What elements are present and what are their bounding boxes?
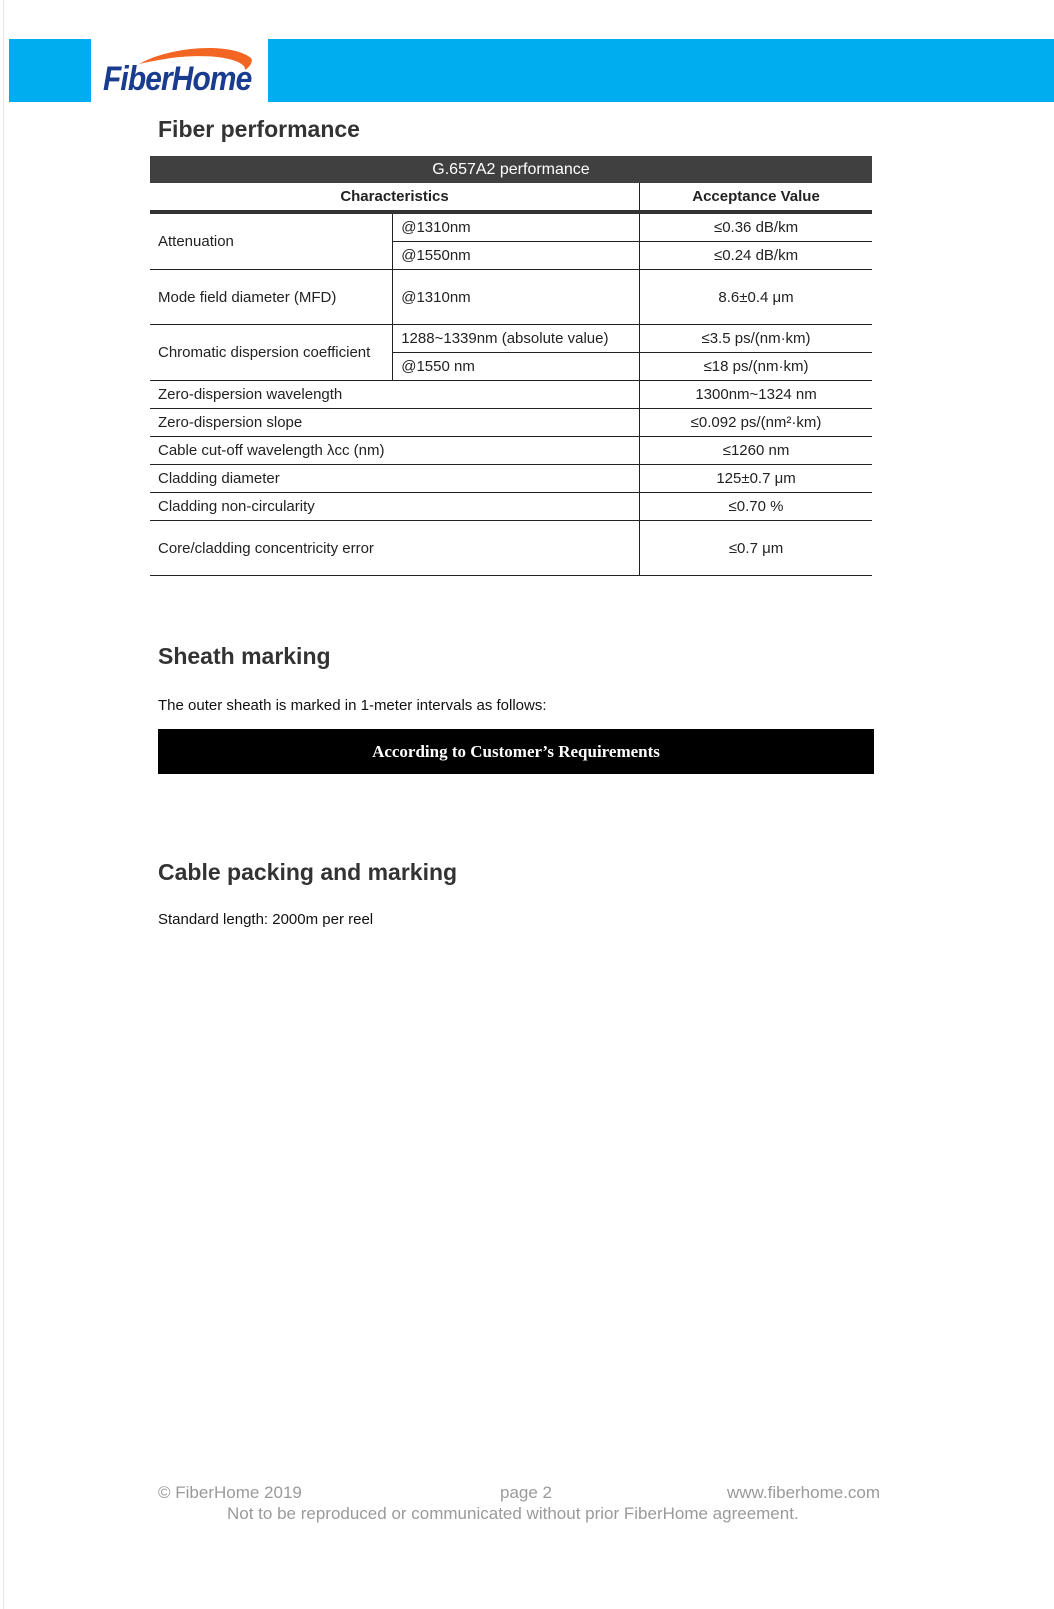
- footer-copyright: © FiberHome 2019: [158, 1483, 302, 1502]
- chromatic-sub-1550: @1550 nm: [393, 353, 640, 381]
- sheath-marking-text: According to Customer’s Requirements: [372, 741, 660, 761]
- table-title: G.657A2 performance: [150, 156, 872, 183]
- cladding-noncircularity-value: ≤0.70 %: [640, 493, 872, 521]
- table-row: [150, 521, 872, 576]
- cladding-diameter-value: 125±0.7 μm: [640, 465, 872, 493]
- chromatic-value-1550: ≤18 ps/(nm·km): [640, 353, 872, 381]
- page-edge-rule: [3, 0, 4, 1609]
- header-band-left: [9, 39, 91, 102]
- footer-website: www.fiberhome.com: [727, 1483, 881, 1502]
- footer-notice: Not to be reproduced or communicated without prior FiberHome agreement.: [227, 1504, 799, 1523]
- sheath-marking-heading: Sheath marking: [158, 643, 331, 669]
- table-row: [150, 437, 872, 465]
- mfd-sub: @1310nm: [393, 270, 640, 325]
- cladding-diameter-label: Cladding diameter: [150, 465, 640, 493]
- sheath-marking-bar: [158, 729, 874, 774]
- packing-description: Standard length: 2000m per reel: [158, 911, 374, 928]
- table-row: [150, 493, 872, 521]
- attenuation-value-1310: ≤0.36 dB/km: [640, 212, 872, 242]
- chromatic-label: Chromatic dispersion coefficient: [150, 325, 393, 381]
- chromatic-value-range: ≤3.5 ps/(nm·km): [640, 325, 872, 353]
- fiberhome-logo: [101, 44, 261, 104]
- footer-page-number: page 2: [500, 1483, 552, 1502]
- table-row: [150, 409, 872, 437]
- zds-label: Zero-dispersion slope: [150, 409, 640, 437]
- table-row: [150, 212, 872, 242]
- attenuation-label: Attenuation: [150, 212, 393, 270]
- attenuation-value-1550: ≤0.24 dB/km: [640, 242, 872, 270]
- concentricity-value: ≤0.7 μm: [640, 521, 872, 576]
- characteristics-header: Characteristics: [150, 183, 640, 212]
- zdw-value: 1300nm~1324 nm: [640, 381, 872, 409]
- table-header-row: [150, 183, 872, 212]
- zds-value: ≤0.092 ps/(nm²·km): [640, 409, 872, 437]
- mfd-label: Mode field diameter (MFD): [150, 270, 393, 325]
- zdw-label: Zero-dispersion wavelength: [150, 381, 640, 409]
- logo-text: FiberHome: [103, 60, 252, 98]
- table-row: [150, 270, 872, 325]
- cutoff-value: ≤1260 nm: [640, 437, 872, 465]
- mfd-value: 8.6±0.4 μm: [640, 270, 872, 325]
- cable-packing-heading: Cable packing and marking: [158, 859, 458, 885]
- attenuation-sub-1310: @1310nm: [393, 212, 640, 242]
- table-row: [150, 465, 872, 493]
- table-row: [150, 325, 872, 353]
- fiber-performance-heading: Fiber performance: [158, 116, 360, 142]
- fiber-performance-table: [150, 156, 872, 576]
- attenuation-sub-1550: @1550nm: [393, 242, 640, 270]
- header-band-right: [268, 39, 1054, 102]
- concentricity-label: Core/cladding concentricity error: [150, 521, 640, 576]
- cladding-noncircularity-label: Cladding non-circularity: [150, 493, 640, 521]
- cutoff-label: Cable cut-off wavelength λcc (nm): [150, 437, 640, 465]
- table-title-row: [150, 156, 872, 183]
- chromatic-sub-range: 1288~1339nm (absolute value): [393, 325, 640, 353]
- acceptance-header: Acceptance Value: [640, 183, 872, 212]
- sheath-description: The outer sheath is marked in 1-meter intervals as follows:: [158, 697, 547, 714]
- table-row: [150, 381, 872, 409]
